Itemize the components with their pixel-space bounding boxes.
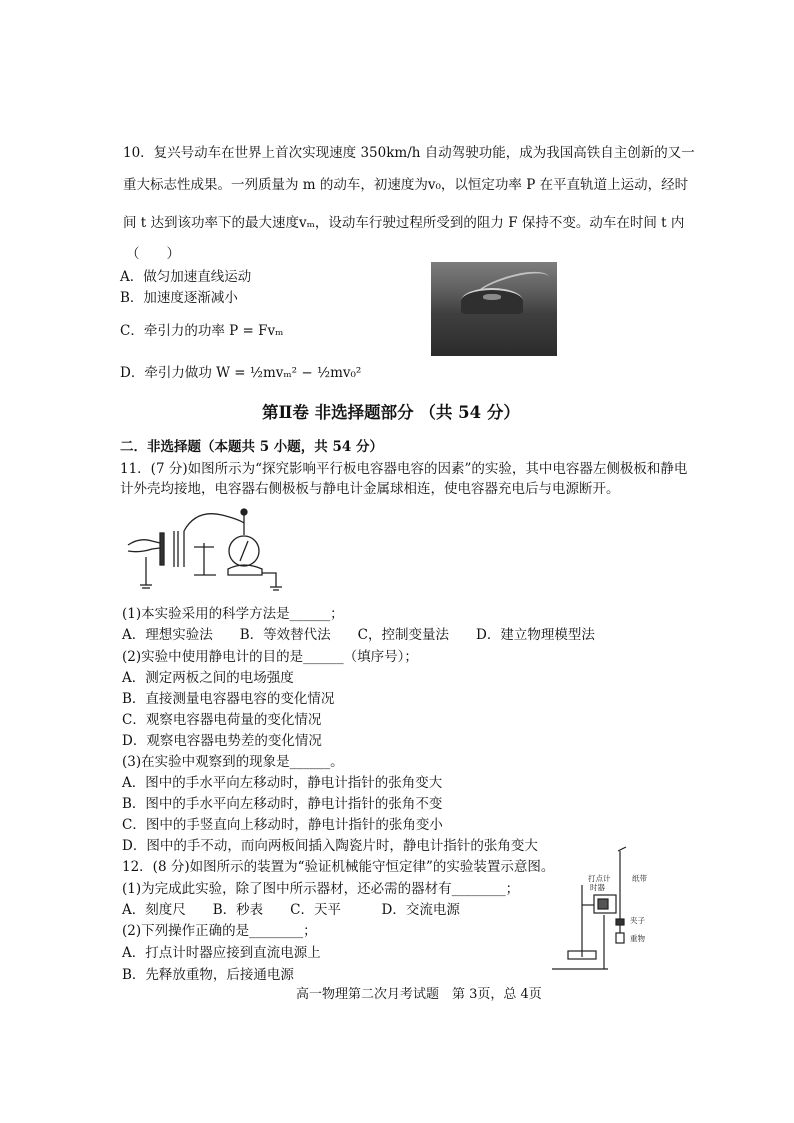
label-timer-line1: 打点计 — [588, 874, 611, 883]
q11-part3-option-c: C．图中的手竖直向上移动时，静电计指针的张角变小 — [122, 817, 443, 833]
q11-part2-option-c: C．观察电容器电荷量的变化情况 — [122, 712, 322, 728]
q11-part2: (2)实验中使用静电计的目的是______（填序号）； — [122, 649, 418, 665]
q11-line2: 计外壳均接地，电容器右侧极板与静电计金属球相连，使电容器充电后与电源断开。 — [120, 481, 620, 497]
q11-part3-option-b: B．图中的手水平向左移动时，静电计指针的张角不变 — [122, 796, 443, 812]
q11-part3: (3)在实验中观察到的现象是______。 — [122, 754, 344, 770]
q11-part2-option-a: A．测定两板之间的电场强度 — [122, 670, 294, 686]
q12-line1: 12．(8 分)如图所示的装置为“验证机械能守恒定律”的实验装置示意图。 — [122, 859, 555, 875]
q10-option-c: C．牵引力的功率 P = Fvₘ — [120, 323, 284, 339]
label-timer-line2: 时器 — [590, 883, 605, 892]
q11-part2-option-b: B．直接测量电容器电容的变化情况 — [122, 691, 335, 707]
q10-option-a: A．做匀加速直线运动 — [120, 269, 252, 285]
q11-part1-options: A．理想实验法 B．等效替代法 C，控制变量法 D．建立物理模型法 — [122, 627, 595, 643]
q11-part3-option-d: D．图中的手不动，而向两板间插入陶瓷片时，静电计指针的张角变大 — [122, 838, 538, 854]
electrometer-capacitor-figure — [126, 507, 298, 597]
q11-part1: (1)本实验采用的科学方法是______； — [122, 606, 344, 622]
section-subtitle: 二．非选择题（本题共 5 小题，共 54 分） — [120, 439, 383, 455]
q10-answer-bracket: （ ） — [126, 246, 180, 262]
q10-line3: 间 t 达到该功率下的最大速度vₘ，设动车行驶过程所受到的阻力 F 保持不变。动车在时间 t 内 — [123, 215, 685, 231]
label-clip: 夹子 — [630, 916, 645, 925]
q12-part2-option-b: B．先释放重物，后接通电源 — [122, 967, 294, 983]
q11-part3-option-a: A．图中的手水平向左移动时，静电计指针的张角变大 — [122, 775, 443, 791]
label-tape: 纸带 — [632, 874, 647, 883]
q11-part2-option-d: D．观察电容器电势差的变化情况 — [122, 733, 322, 749]
q11-line1: 11．(7 分)如图所示为“探究影响平行板电容器电容的因素”的实验，其中电容器左侧极板和静电 — [120, 461, 688, 477]
q12-part2-option-a: A．打点计时器应接到直流电源上 — [122, 945, 321, 961]
q10-option-d: D．牵引力做功 W = ½mvₘ² − ½mv₀² — [120, 365, 362, 381]
q12-part2: (2)下列操作正确的是________； — [122, 923, 317, 939]
q12-part1-options: A．刻度尺 B．秒表 C．天平 D．交流电源 — [122, 902, 460, 918]
q12-part1: (1)为完成此实验，除了图中所示器材，还必需的器材有________； — [122, 881, 520, 897]
label-weight: 重物 — [630, 934, 645, 943]
q10-line2: 重大标志性成果。一列质量为 m 的动车，初速度为v₀，以恒定功率 P 在平直轨道上运动，经时 — [123, 177, 689, 193]
free-fall-apparatus-figure — [548, 845, 666, 977]
section-title: 第Ⅱ卷 非选择题部分 （共 54 分） — [262, 403, 520, 422]
label-timer — [588, 873, 613, 892]
q10-option-b: B．加速度逐渐减小 — [120, 290, 238, 306]
bullet-train-photo — [431, 262, 557, 356]
q10-line1: 10．复兴号动车在世界上首次实现速度 350km/h 自动驾驶功能，成为我国高铁自主创新的又一 — [123, 145, 695, 161]
page-footer: 高一物理第二次月考试题 第 3页，总 4页 — [296, 987, 542, 1002]
